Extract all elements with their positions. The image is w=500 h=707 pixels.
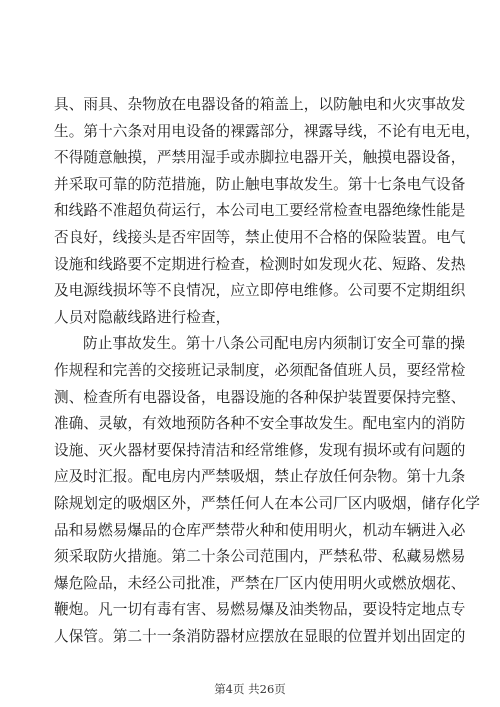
text-line: 除规划定的吸烟区外，严禁任何人在本公司厂区内吸烟，储存化学	[54, 494, 481, 512]
text-line: 品和易燃易爆品的仓库严禁带火种和使用明火，机动车辆进入必	[54, 521, 466, 539]
text-line: 并采取可靠的防范措施，防止触电事故发生。第十七条电气设备	[54, 175, 466, 193]
text-line: 生。第十六条对用电设备的裸露部分，裸露导线，不论有电无电，	[54, 122, 481, 140]
text-line: 准确、灵敏，有效地预防各种不安全事故发生。配电室内的消防	[54, 415, 466, 433]
text-line: 作规程和完善的交接班记录制度，必须配备值班人员，要经常检	[54, 361, 466, 379]
text-line: 须采取防火措施。第二十条公司范围内，严禁私带、私藏易燃易	[54, 548, 466, 566]
text-line: 应及时汇报。配电房内严禁吸烟，禁止存放任何杂物。第十九条	[54, 468, 466, 486]
text-line: 和线路不准超负荷运行，本公司电工要经常检查电器绝缘性能是	[54, 202, 466, 220]
page-footer: 第4页 共26页	[214, 682, 286, 696]
text-line: 具、雨具、杂物放在电器设备的箱盖上，以防触电和火灾事故发	[54, 96, 466, 113]
text-line: 防止事故发生。第十八条公司配电房内须制订安全可靠的操	[83, 335, 466, 353]
text-line: 不得随意触摸，严禁用湿手或赤脚拉电器开关，触摸电器设备，	[54, 149, 466, 167]
text-line: 人员对隐蔽线路进行检查，	[54, 308, 231, 326]
text-line: 否良好，线接头是否牢固等，禁止使用不合格的保险装置。电气	[54, 228, 466, 246]
text-line: 设施、灭火器材要保持清洁和经常维修，发现有损坏或有问题的	[54, 441, 466, 459]
text-line: 设施和线路要不定期进行检查，检测时如发现火花、短路、发热	[54, 255, 466, 273]
text-line: 鞭炮。凡一切有毒有害、易燃易爆及油类物品，要设特定地点专	[54, 601, 466, 619]
text-line: 爆危险品，未经公司批准，严禁在厂区内使用明火或燃放烟花、	[54, 574, 466, 592]
text-line: 人保管。第二十一条消防器材应摆放在显眼的位置并划出固定的	[54, 627, 466, 645]
text-line: 测、检查所有电器设备，电器设施的各种保护装置要保持完整、	[54, 388, 466, 406]
text-line: 及电源线损坏等不良情况，应立即停电维修。公司要不定期组织	[54, 282, 466, 300]
body-text	[54, 92, 481, 650]
